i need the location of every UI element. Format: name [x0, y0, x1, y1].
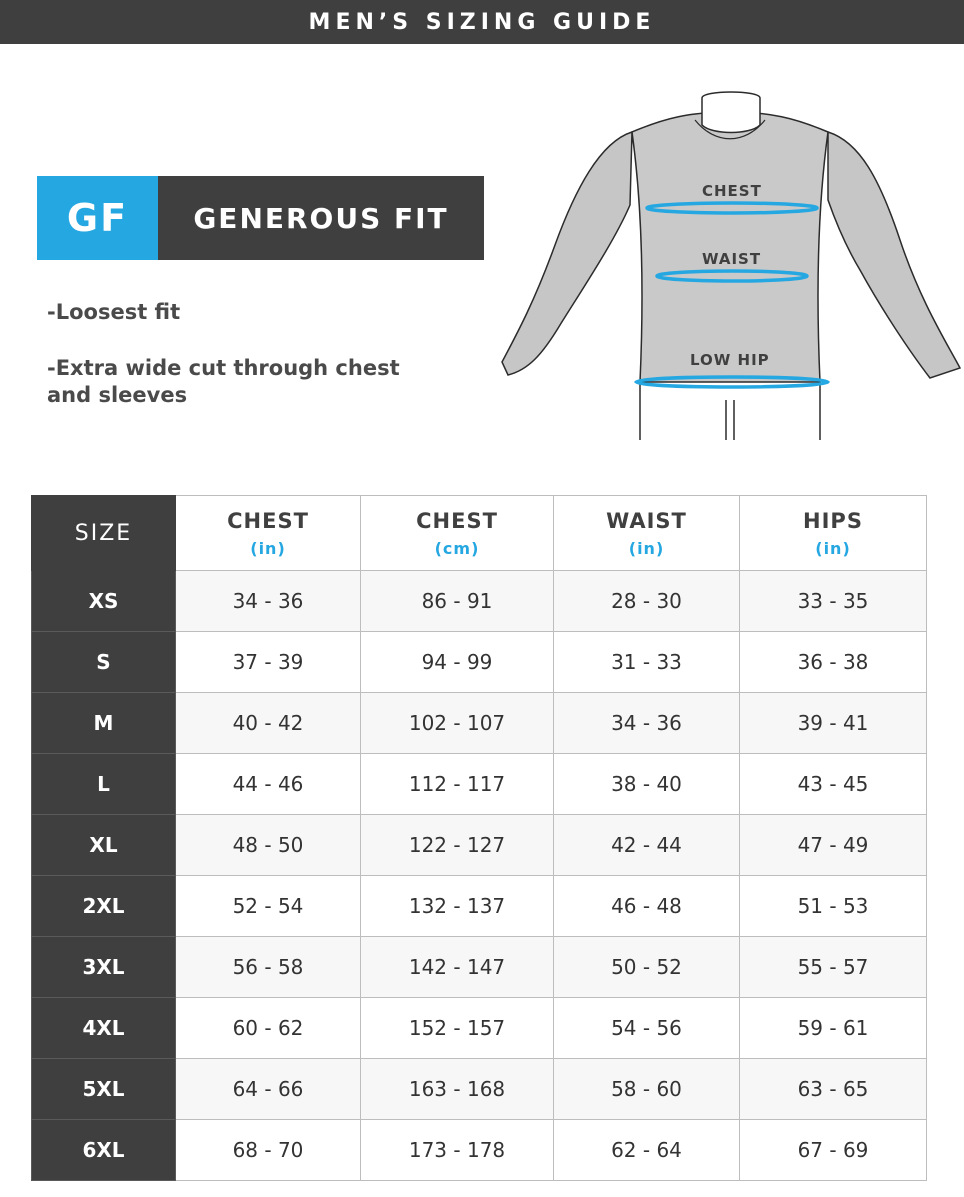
size-cell: M: [32, 693, 176, 754]
hips-in-cell: 43 - 45: [740, 754, 927, 815]
waist-in-cell: 31 - 33: [554, 632, 740, 693]
size-column-header: SIZE: [32, 496, 176, 571]
size-cell: L: [32, 754, 176, 815]
chest-in-cell: 68 - 70: [176, 1120, 361, 1181]
chest-cm-cell: 102 - 107: [361, 693, 554, 754]
shirt-measurement-diagram: [430, 70, 964, 445]
chest-in-cell: 37 - 39: [176, 632, 361, 693]
fit-code: GF: [37, 176, 158, 260]
size-cell: 2XL: [32, 876, 176, 937]
column-unit: (in): [628, 538, 665, 558]
column-title: WAIST: [606, 508, 687, 533]
table-row: [32, 1120, 927, 1181]
table-row: [32, 1059, 927, 1120]
hips-in-cell: 63 - 65: [740, 1059, 927, 1120]
page-title-bar: [0, 0, 964, 44]
left-sleeve: [502, 132, 632, 375]
page-title: MEN’S SIZING GUIDE: [308, 9, 656, 35]
chest-in-cell: 64 - 66: [176, 1059, 361, 1120]
table-row: [32, 571, 927, 632]
feature-wide-cut: -Extra wide cut through chest and sleeves: [47, 356, 400, 407]
hips-in-cell: 55 - 57: [740, 937, 927, 998]
chest-in-cell: 56 - 58: [176, 937, 361, 998]
size-cell: 3XL: [32, 937, 176, 998]
column-header-chest-cm: [361, 496, 554, 571]
chest-cm-cell: 112 - 117: [361, 754, 554, 815]
size-cell: XL: [32, 815, 176, 876]
chest-in-cell: 52 - 54: [176, 876, 361, 937]
size-cell: 6XL: [32, 1120, 176, 1181]
chest-cm-cell: 173 - 178: [361, 1120, 554, 1181]
size-cell: S: [32, 632, 176, 693]
size-cell: 5XL: [32, 1059, 176, 1120]
legs: [640, 382, 820, 440]
chest-cm-cell: 163 - 168: [361, 1059, 554, 1120]
waist-in-cell: 42 - 44: [554, 815, 740, 876]
chest-label: CHEST: [702, 182, 762, 200]
chest-cm-cell: 122 - 127: [361, 815, 554, 876]
hips-in-cell: 59 - 61: [740, 998, 927, 1059]
waist-in-cell: 46 - 48: [554, 876, 740, 937]
waist-in-cell: 54 - 56: [554, 998, 740, 1059]
column-header-waist-in: [554, 496, 740, 571]
waist-in-cell: 62 - 64: [554, 1120, 740, 1181]
waist-in-cell: 58 - 60: [554, 1059, 740, 1120]
column-title: CHEST: [416, 508, 498, 533]
table-header-row: [32, 496, 927, 571]
waist-in-cell: 38 - 40: [554, 754, 740, 815]
hips-in-cell: 33 - 35: [740, 571, 927, 632]
waist-in-cell: 28 - 30: [554, 571, 740, 632]
chest-in-cell: 48 - 50: [176, 815, 361, 876]
chest-in-cell: 60 - 62: [176, 998, 361, 1059]
column-unit: (in): [815, 538, 851, 558]
collar: [702, 92, 760, 133]
fit-badge: [37, 176, 484, 260]
hips-in-cell: 39 - 41: [740, 693, 927, 754]
size-cell: 4XL: [32, 998, 176, 1059]
fit-name: GENEROUS FIT: [158, 176, 484, 260]
feature-loosest-fit: -Loosest fit: [47, 300, 181, 324]
chest-cm-cell: 132 - 137: [361, 876, 554, 937]
torso: [632, 112, 828, 382]
table-row: [32, 693, 927, 754]
waist-label: WAIST: [702, 250, 762, 268]
chest-in-cell: 34 - 36: [176, 571, 361, 632]
column-title: CHEST: [227, 508, 309, 533]
hips-in-cell: 47 - 49: [740, 815, 927, 876]
table-row: [32, 815, 927, 876]
right-sleeve: [828, 132, 960, 378]
chest-in-cell: 40 - 42: [176, 693, 361, 754]
hips-in-cell: 67 - 69: [740, 1120, 927, 1181]
chest-cm-cell: 152 - 157: [361, 998, 554, 1059]
size-cell: XS: [32, 571, 176, 632]
hips-in-cell: 51 - 53: [740, 876, 927, 937]
column-unit: (cm): [434, 538, 480, 558]
waist-in-cell: 50 - 52: [554, 937, 740, 998]
column-unit: (in): [250, 538, 286, 558]
table-row: [32, 998, 927, 1059]
size-chart-table: [31, 495, 927, 1181]
column-title: HIPS: [803, 508, 863, 533]
table-row: [32, 876, 927, 937]
table-body: [32, 571, 927, 1181]
table-row: [32, 632, 927, 693]
column-header-chest-in: [176, 496, 361, 571]
low-hip-label: LOW HIP: [690, 351, 770, 369]
waist-in-cell: 34 - 36: [554, 693, 740, 754]
chest-cm-cell: 142 - 147: [361, 937, 554, 998]
column-header-hips-in: [740, 496, 927, 571]
chest-in-cell: 44 - 46: [176, 754, 361, 815]
chest-cm-cell: 86 - 91: [361, 571, 554, 632]
table-row: [32, 754, 927, 815]
table-row: [32, 937, 927, 998]
chest-cm-cell: 94 - 99: [361, 632, 554, 693]
hips-in-cell: 36 - 38: [740, 632, 927, 693]
